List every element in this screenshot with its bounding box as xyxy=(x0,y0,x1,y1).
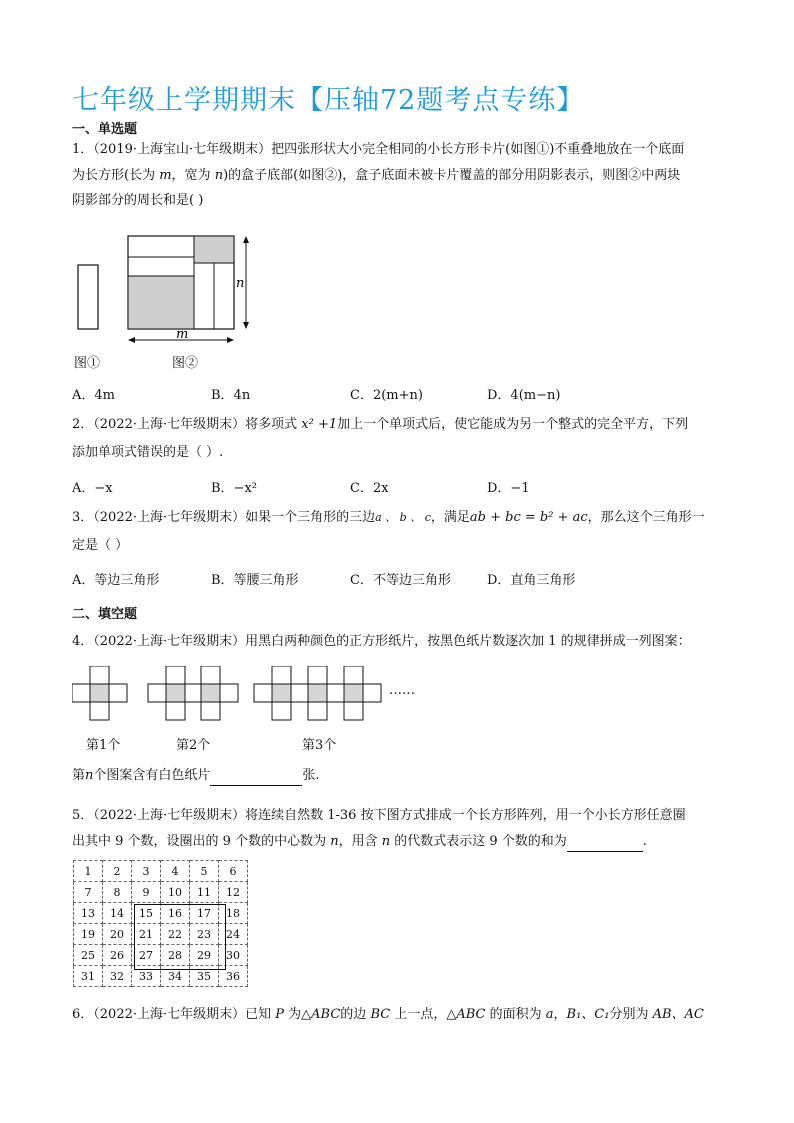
q3-option-b: B．等腰三角形 xyxy=(211,573,299,588)
grid-cell: 13 xyxy=(74,903,103,924)
q3-line-1: 3．（2022·上海·七年级期末）如果一个三角形的三边a 、 b 、 c，满足ab + bc = b² + ac，那么这个三角形一 xyxy=(72,510,705,525)
grid-cell: 1 xyxy=(74,861,103,882)
section-heading-single-choice: 一、单选题 xyxy=(72,122,138,137)
grid-cell: 20 xyxy=(103,924,132,945)
q1-option-a: A．4m xyxy=(72,388,115,403)
label-n: n xyxy=(236,276,245,291)
q4-pattern-figure xyxy=(72,666,412,722)
q4-caption-2: 第2个 xyxy=(176,738,211,753)
grid-cell: 27 xyxy=(132,945,161,966)
grid-cell: 11 xyxy=(190,882,219,903)
grid-cell: 5 xyxy=(190,861,219,882)
q3-option-a: A．等边三角形 xyxy=(72,573,160,588)
q3-line-2: 定是（ ） xyxy=(72,538,129,553)
grid-cell: 30 xyxy=(219,945,248,966)
grid-cell: 12 xyxy=(219,882,248,903)
selection-box xyxy=(134,904,226,970)
pattern-2 xyxy=(148,666,238,720)
q4-ellipsis: …… xyxy=(389,683,415,698)
shaded-bottom-left xyxy=(128,276,194,329)
q4-line-1: 4．（2022·上海·七年级期末）用黑白两种颜色的正方形纸片，按黑色纸片数逐次加 1 的规律拼成一列图案： xyxy=(72,634,691,649)
q6-line-1: 6．（2022·上海·七年级期末）已知 P 为△ABC的边 BC 上一点，△ABC 的面积为 a，B₁、C₁分别为 AB、AC xyxy=(72,1007,704,1022)
grid-cell: 28 xyxy=(161,945,190,966)
grid-cell: 8 xyxy=(103,882,132,903)
q1-option-d: D．4(m−n) xyxy=(487,388,561,403)
q2-line-1: 2．（2022·上海·七年级期末）将多项式 x² +1加上一个单项式后，使它能成为另一个整式的完全平方，下列 xyxy=(72,417,689,432)
q1-line-3: 阴影部分的周长和是( ) xyxy=(72,193,204,208)
q5-line-2: 出其中 9 个数，设圈出的 9 个数的中心数为 n，用含 n 的代数式表示这 9 个数的和为 . xyxy=(72,832,647,852)
grid-cell: 19 xyxy=(74,924,103,945)
pattern-3 xyxy=(254,666,381,720)
q4-line-2: 第n个图案含有白色纸片 张. xyxy=(72,766,320,786)
section-heading-fill-blank: 二、填空题 xyxy=(72,607,138,622)
q4-answer-blank[interactable] xyxy=(210,771,302,786)
grid-row xyxy=(74,861,248,882)
grid-cell: 24 xyxy=(219,924,248,945)
q4-caption-1: 第1个 xyxy=(86,738,121,753)
grid-cell: 33 xyxy=(132,966,161,987)
grid-cell: 16 xyxy=(161,903,190,924)
caption-figure-2: 图② xyxy=(172,356,199,371)
q3-option-c: C．不等边三角形 xyxy=(350,573,451,588)
card-figure-1 xyxy=(78,265,98,329)
caption-figure-1: 图① xyxy=(74,356,101,371)
q1-line-1: 1．（2019·上海宝山·七年级期末）把四张形状大小完全相同的小长方形卡片(如图①)不重叠地放在一个底面 xyxy=(72,142,685,157)
q2-option-a: A．−x xyxy=(72,481,113,496)
q1-option-c: C．2(m+n) xyxy=(350,388,423,403)
grid-cell: 29 xyxy=(190,945,219,966)
shaded-top-right xyxy=(194,236,234,263)
grid-cell: 36 xyxy=(219,966,248,987)
grid-cell: 2 xyxy=(103,861,132,882)
label-m: m xyxy=(176,327,189,342)
grid-cell: 3 xyxy=(132,861,161,882)
page-title: 七年级上学期期末【压轴72题考点专练】 xyxy=(72,85,585,116)
q3-option-d: D．直角三角形 xyxy=(487,573,576,588)
grid-cell: 35 xyxy=(190,966,219,987)
grid-cell: 23 xyxy=(190,924,219,945)
grid-cell: 6 xyxy=(219,861,248,882)
grid-cell: 22 xyxy=(161,924,190,945)
q2-option-c: C．2x xyxy=(350,481,389,496)
q2-line-2: 添加单项式错误的是（ ）. xyxy=(72,445,224,460)
grid-cell: 14 xyxy=(103,903,132,924)
grid-cell: 17 xyxy=(190,903,219,924)
q1-figure xyxy=(70,230,260,350)
grid-cell: 34 xyxy=(161,966,190,987)
grid-cell: 4 xyxy=(161,861,190,882)
grid-cell: 21 xyxy=(132,924,161,945)
q2-option-b: B．−x² xyxy=(211,481,257,496)
grid-cell: 10 xyxy=(161,882,190,903)
grid-cell: 25 xyxy=(74,945,103,966)
grid-row xyxy=(74,882,248,903)
q2-option-d: D．−1 xyxy=(487,481,530,496)
q1-option-b: B．4n xyxy=(211,388,251,403)
q5-line-1: 5．（2022·上海·七年级期末）将连续自然数 1-36 按下图方式排成一个长方形阵列，用一个小长方形任意圈 xyxy=(72,808,686,823)
grid-cell: 7 xyxy=(74,882,103,903)
q4-caption-3: 第3个 xyxy=(302,738,337,753)
q1-line-2: 为长方形(长为 m，宽为 n)的盒子底部(如图②)，盒子底面未被卡片覆盖的部分用阴影表示，则图②中两块 xyxy=(72,168,681,183)
q5-answer-blank[interactable] xyxy=(567,837,643,852)
grid-cell: 32 xyxy=(103,966,132,987)
grid-cell: 18 xyxy=(219,903,248,924)
pattern-1 xyxy=(72,666,127,720)
grid-cell: 9 xyxy=(132,882,161,903)
grid-cell: 15 xyxy=(132,903,161,924)
grid-cell: 31 xyxy=(74,966,103,987)
grid-cell: 26 xyxy=(103,945,132,966)
